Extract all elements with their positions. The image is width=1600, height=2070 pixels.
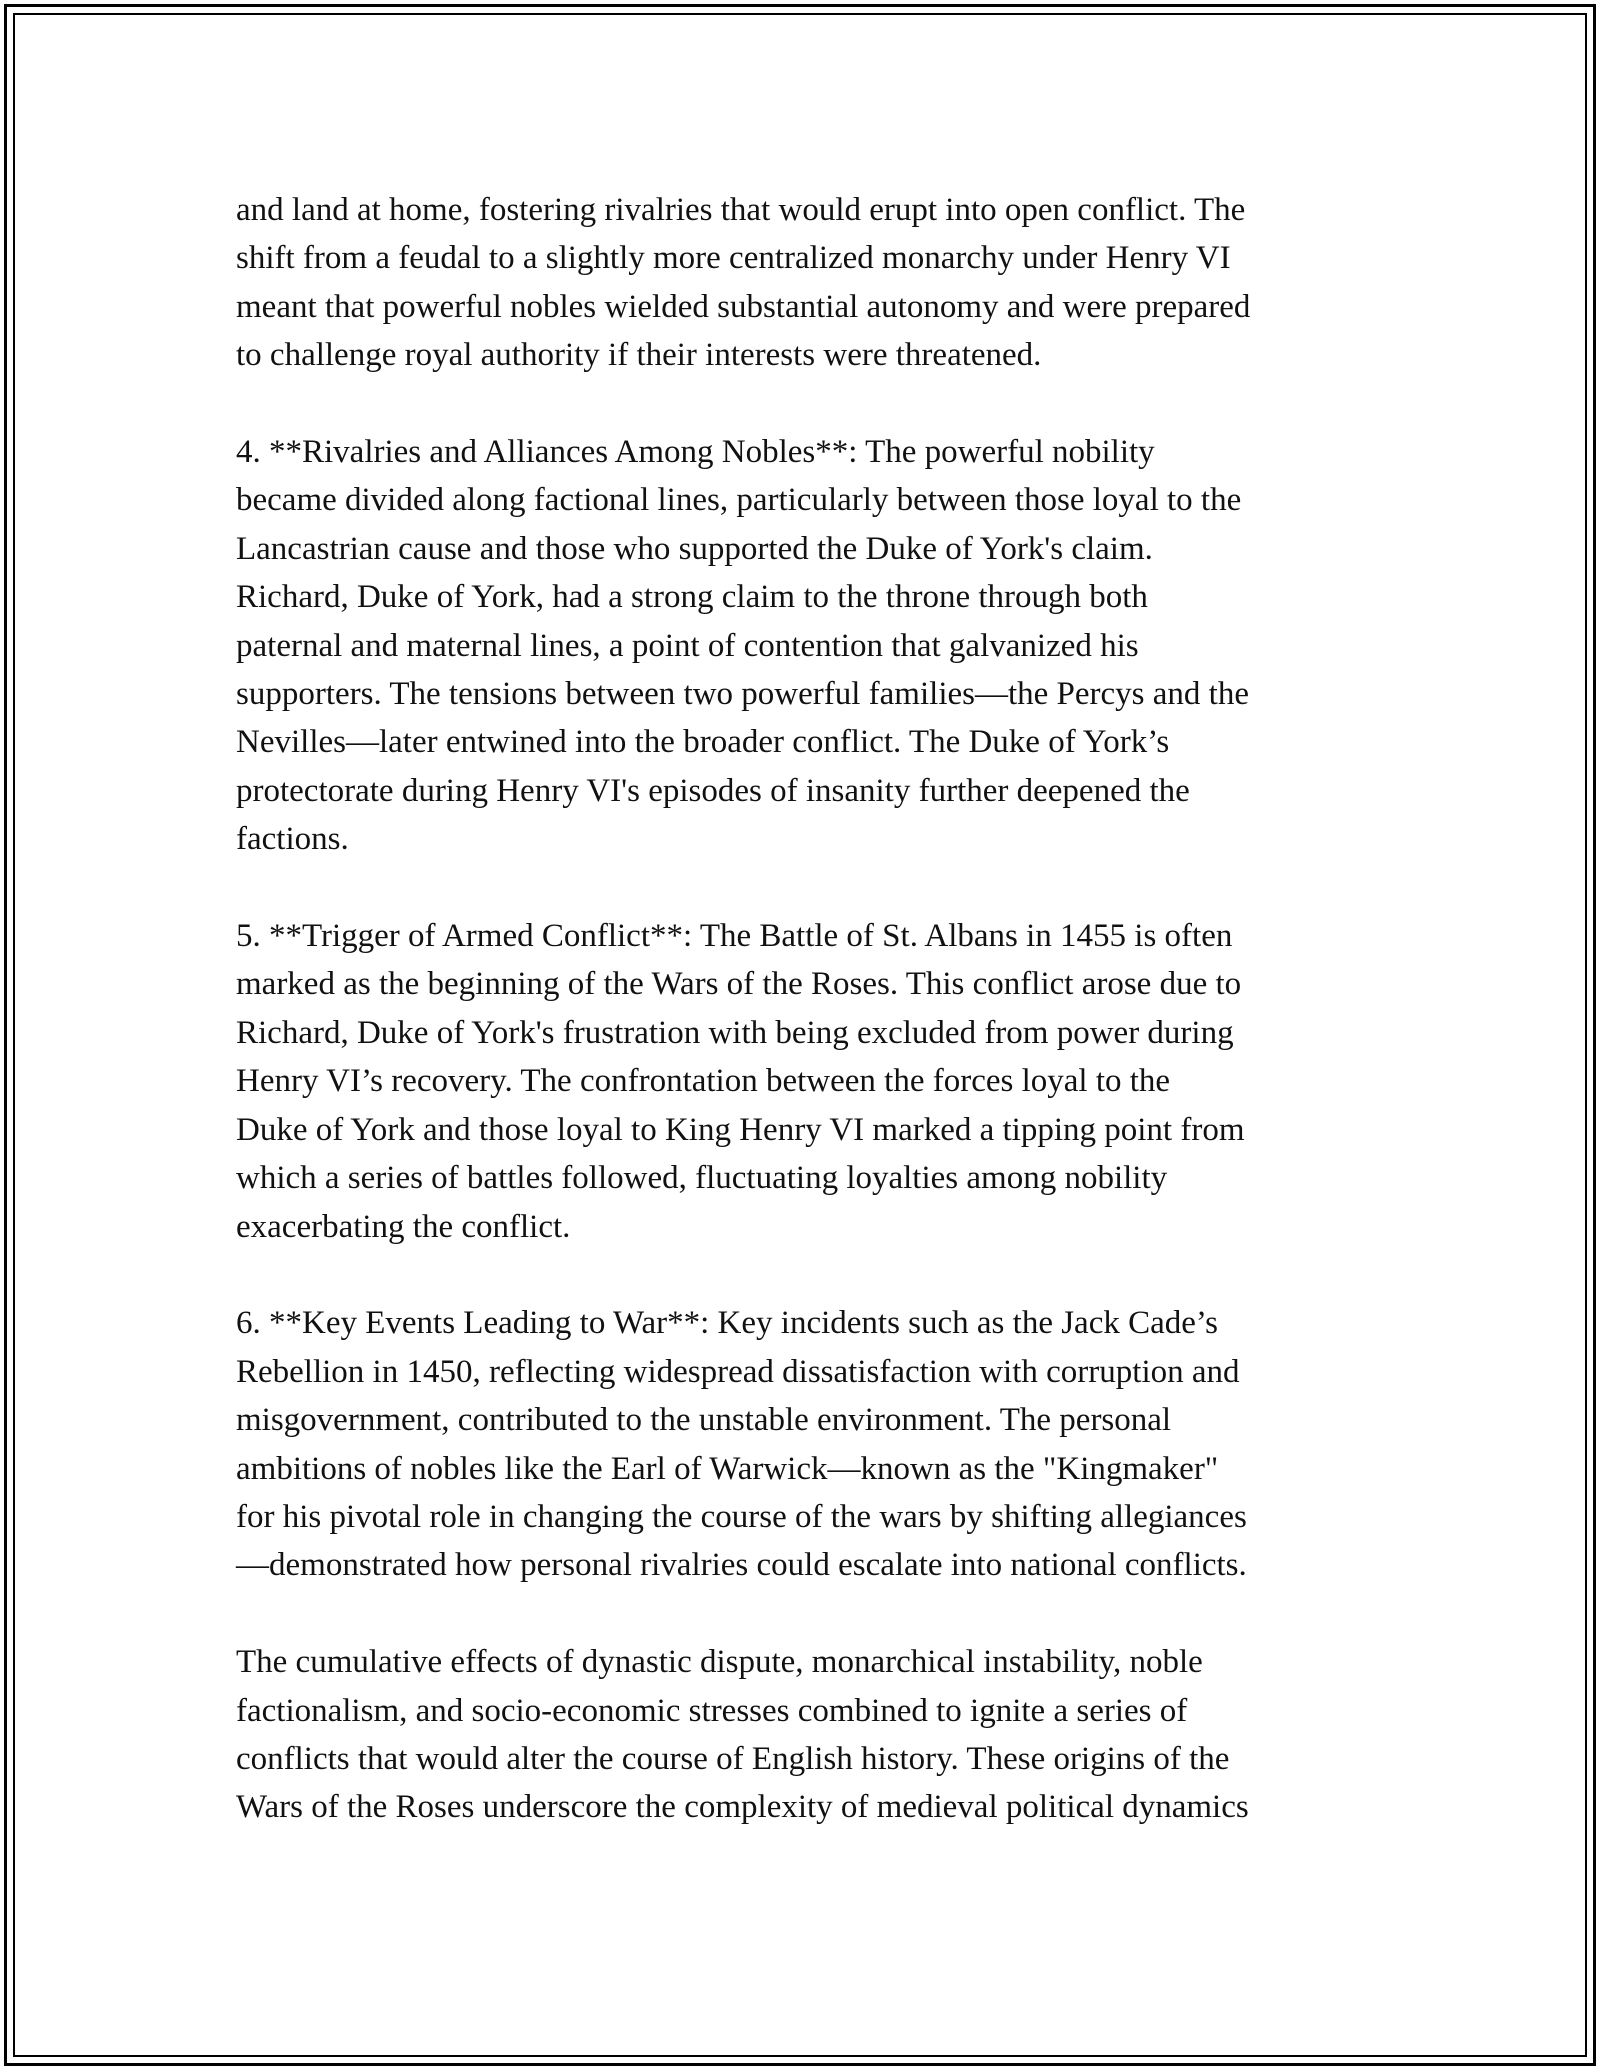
text-line: —demonstrated how personal rivalries could escalate into national conflicts. — [236, 1547, 1247, 1584]
text-line: Lancastrian cause and those who supported the Duke of York's claim. — [236, 530, 1153, 567]
text-line: Wars of the Roses underscore the complexity of medieval political dynamics — [236, 1789, 1249, 1826]
text-line: 4. **Rivalries and Alliances Among Nobles**: The powerful nobility — [236, 434, 1155, 471]
text-line: Nevilles—later entwined into the broader conflict. The Duke of York’s — [236, 724, 1170, 761]
text-line: Richard, Duke of York's frustration with being excluded from power during — [236, 1014, 1234, 1051]
text-line: marked as the beginning of the Wars of the Roses. This conflict arose due to — [236, 966, 1242, 1003]
text-line: meant that powerful nobles wielded substantial autonomy and were prepared — [236, 288, 1251, 325]
text-line: for his pivotal role in changing the course of the wars by shifting allegiances — [236, 1498, 1247, 1535]
text-line: conflicts that would alter the course of English history. These origins of the — [236, 1740, 1230, 1777]
text-line: 5. **Trigger of Armed Conflict**: The Battle of St. Albans in 1455 is often — [236, 918, 1233, 955]
text-line: paternal and maternal lines, a point of contention that galvanized his — [236, 627, 1139, 664]
paragraph-rivalries-alliances — [236, 428, 1436, 864]
text-line: The cumulative effects of dynastic dispute, monarchical instability, noble — [236, 1644, 1203, 1681]
text-line: Henry VI’s recovery. The confrontation between the forces loyal to the — [236, 1063, 1171, 1100]
text-line: which a series of battles followed, fluctuating loyalties among nobility — [236, 1160, 1168, 1197]
text-line: factionalism, and socio-economic stresses combined to ignite a series of — [236, 1692, 1188, 1729]
paragraph-trigger-armed-conflict — [236, 912, 1436, 1251]
text-line: to challenge royal authority if their interests were threatened. — [236, 337, 1042, 374]
paragraph-conclusion — [236, 1638, 1436, 1832]
text-line: Rebellion in 1450, reflecting widespread dissatisfaction with corruption and — [236, 1353, 1240, 1390]
paragraph-key-events — [236, 1299, 1436, 1589]
text-line: 6. **Key Events Leading to War**: Key incidents such as the Jack Cade’s — [236, 1305, 1218, 1342]
text-line: and land at home, fostering rivalries that would erupt into open conflict. The — [236, 192, 1246, 228]
text-line: Richard, Duke of York, had a strong claim to the throne through both — [236, 579, 1148, 616]
text-line: exacerbating the conflict. — [236, 1208, 571, 1245]
text-line: shift from a feudal to a slightly more centralized monarchy under Henry VI — [236, 240, 1231, 277]
text-line: supporters. The tensions between two powerful families—the Percys and the — [236, 676, 1249, 713]
text-line: Duke of York and those loyal to King Henry VI marked a tipping point from — [236, 1111, 1245, 1148]
text-line: became divided along factional lines, particularly between those loyal to the — [236, 482, 1242, 519]
text-line: factions. — [236, 821, 349, 858]
text-line: protectorate during Henry VI's episodes of insanity further deepened the — [236, 772, 1190, 809]
text-line: ambitions of nobles like the Earl of Warwick—known as the "Kingmaker" — [236, 1450, 1219, 1487]
document-body — [236, 186, 1436, 1832]
paragraph-continuation — [236, 186, 1436, 380]
text-line: misgovernment, contributed to the unstable environment. The personal — [236, 1402, 1172, 1439]
